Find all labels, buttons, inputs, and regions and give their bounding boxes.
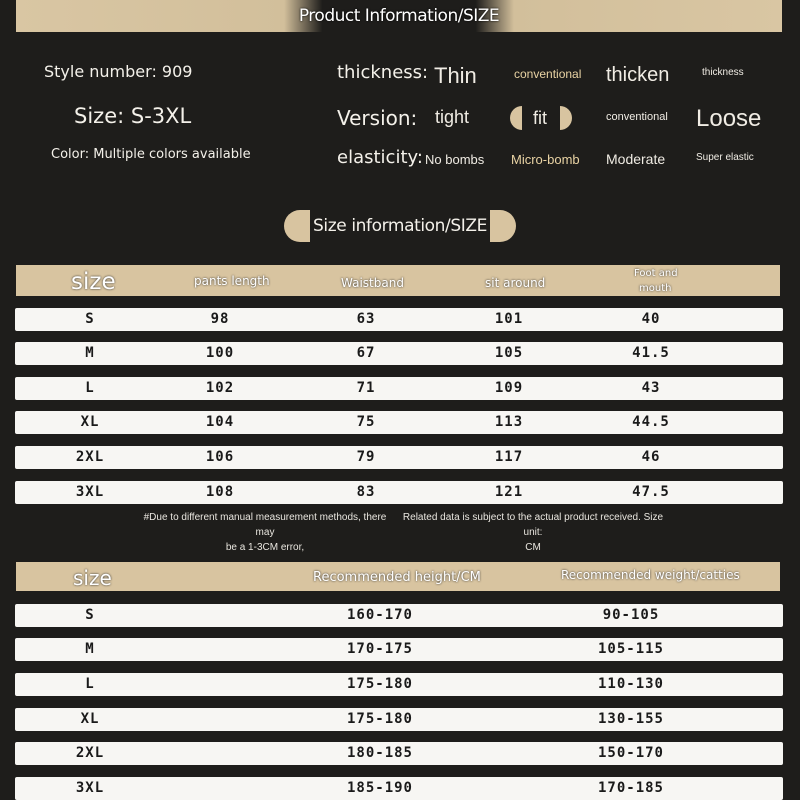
- size-cell: 3XL: [75, 484, 105, 500]
- foot-mouth-cell: 43: [641, 380, 661, 396]
- foot-mouth-cell: 44.5: [632, 414, 670, 430]
- size-table-header-mouth: mouth: [639, 283, 672, 294]
- elasticity-option-micro-bomb: Micro-bomb: [511, 152, 580, 167]
- table-row: [15, 411, 783, 434]
- table-row: [15, 638, 783, 661]
- waistband-cell: 71: [356, 380, 376, 396]
- version-option-fit: fit: [533, 108, 548, 128]
- table-row: [15, 673, 783, 696]
- foot-mouth-cell: 41.5: [632, 345, 670, 361]
- waistband-cell: 75: [356, 414, 376, 430]
- size-cell: 2XL: [75, 449, 105, 465]
- height-cell: 175-180: [346, 711, 413, 727]
- pants-length-cell: 98: [210, 311, 230, 327]
- color-info: Color: Multiple colors available: [51, 147, 251, 162]
- thickness-option-thicken: thicken: [606, 64, 670, 86]
- size-cell: S: [85, 311, 95, 327]
- weight-cell: 130-155: [597, 711, 664, 727]
- size-table-header-pants-length: pants length: [194, 274, 270, 288]
- elasticity-option-moderate: Moderate: [606, 151, 666, 167]
- thickness-option-conventional: conventional: [514, 67, 582, 81]
- waistband-cell: 67: [356, 345, 376, 361]
- size-cell: L: [85, 676, 95, 692]
- table-row: [15, 777, 783, 800]
- pants-length-cell: 102: [205, 380, 235, 396]
- size-range: Size: S-3XL: [74, 104, 192, 128]
- rec-table-header-weight: Recommended weight/catties: [561, 568, 740, 582]
- table-row: [15, 446, 783, 469]
- unit-note-line-2: CM: [525, 542, 541, 553]
- waistband-cell: 79: [356, 449, 376, 465]
- table-row: [15, 377, 783, 400]
- measurement-note-line-2: be a 1-3CM error,: [225, 542, 305, 553]
- page-title: Product Information/SIZE: [298, 6, 500, 26]
- size-cell: M: [85, 641, 95, 657]
- sit-around-cell: 105: [494, 345, 524, 361]
- version-option-loose: Loose: [696, 105, 762, 132]
- height-cell: 185-190: [346, 780, 413, 796]
- sit-around-cell: 121: [494, 484, 524, 500]
- size-table-header-waistband: Waistband: [341, 276, 404, 290]
- table-row: [15, 708, 783, 731]
- size-table-header-foot-and: Foot and: [634, 268, 678, 279]
- pants-length-cell: 108: [205, 484, 235, 500]
- table-row: [15, 604, 783, 627]
- foot-mouth-cell: 47.5: [632, 484, 670, 500]
- size-cell: XL: [80, 711, 100, 727]
- foot-mouth-cell: 46: [641, 449, 661, 465]
- weight-cell: 110-130: [597, 676, 664, 692]
- rec-table-header: [16, 562, 780, 591]
- thickness-label: thickness:: [337, 62, 429, 83]
- size-cell: L: [85, 380, 95, 396]
- rec-table-header-height: Recommended height/CM: [313, 570, 481, 585]
- table-row: [15, 308, 783, 331]
- waistband-cell: 83: [356, 484, 376, 500]
- weight-cell: 150-170: [597, 745, 664, 761]
- size-cell: S: [85, 607, 95, 623]
- sit-around-cell: 113: [494, 414, 524, 430]
- pants-length-cell: 104: [205, 414, 235, 430]
- foot-mouth-cell: 40: [641, 311, 661, 327]
- thickness-option-thickness: thickness: [702, 67, 744, 78]
- elasticity-label: elasticity:: [337, 147, 423, 168]
- sit-around-cell: 109: [494, 380, 524, 396]
- size-table-header: [16, 265, 780, 296]
- pants-length-cell: 100: [205, 345, 235, 361]
- elasticity-option-no-bombs: No bombs: [425, 152, 485, 167]
- measurement-note-line-1: #Due to different manual measurement methods, there may: [143, 512, 387, 538]
- size-cell: XL: [80, 414, 100, 430]
- waistband-cell: 63: [356, 311, 376, 327]
- weight-cell: 90-105: [602, 607, 660, 623]
- header-banner: [16, 0, 782, 32]
- size-cell: M: [85, 345, 95, 361]
- table-row: [15, 481, 783, 504]
- size-section-title: [284, 210, 516, 242]
- height-cell: 175-180: [346, 676, 413, 692]
- thickness-option-thin: Thin: [434, 63, 477, 88]
- elasticity-option-super-elastic: Super elastic: [696, 152, 754, 163]
- size-cell: 2XL: [75, 745, 105, 761]
- version-option-conventional: conventional: [606, 111, 668, 123]
- version-option-tight: tight: [435, 107, 470, 127]
- size-table-header-sit-around: sit around: [485, 276, 546, 290]
- table-row: [15, 742, 783, 765]
- unit-note: [398, 510, 668, 555]
- sit-around-cell: 101: [494, 311, 524, 327]
- rec-table-header-size: size: [73, 566, 112, 590]
- style-number: Style number: 909: [44, 62, 193, 81]
- pants-length-cell: 106: [205, 449, 235, 465]
- size-cell: 3XL: [75, 780, 105, 796]
- version-label: Version:: [337, 106, 418, 130]
- height-cell: 160-170: [346, 607, 413, 623]
- sit-around-cell: 117: [494, 449, 524, 465]
- table-row: [15, 342, 783, 365]
- height-cell: 180-185: [346, 745, 413, 761]
- size-table-header-size: size: [71, 269, 116, 295]
- height-cell: 170-175: [346, 641, 413, 657]
- weight-cell: 170-185: [597, 780, 664, 796]
- weight-cell: 105-115: [597, 641, 664, 657]
- unit-note-line-1: Related data is subject to the actual product received. Size unit:: [402, 512, 664, 538]
- size-section-title-text: Size information/SIZE: [313, 216, 487, 236]
- measurement-note: [135, 510, 395, 555]
